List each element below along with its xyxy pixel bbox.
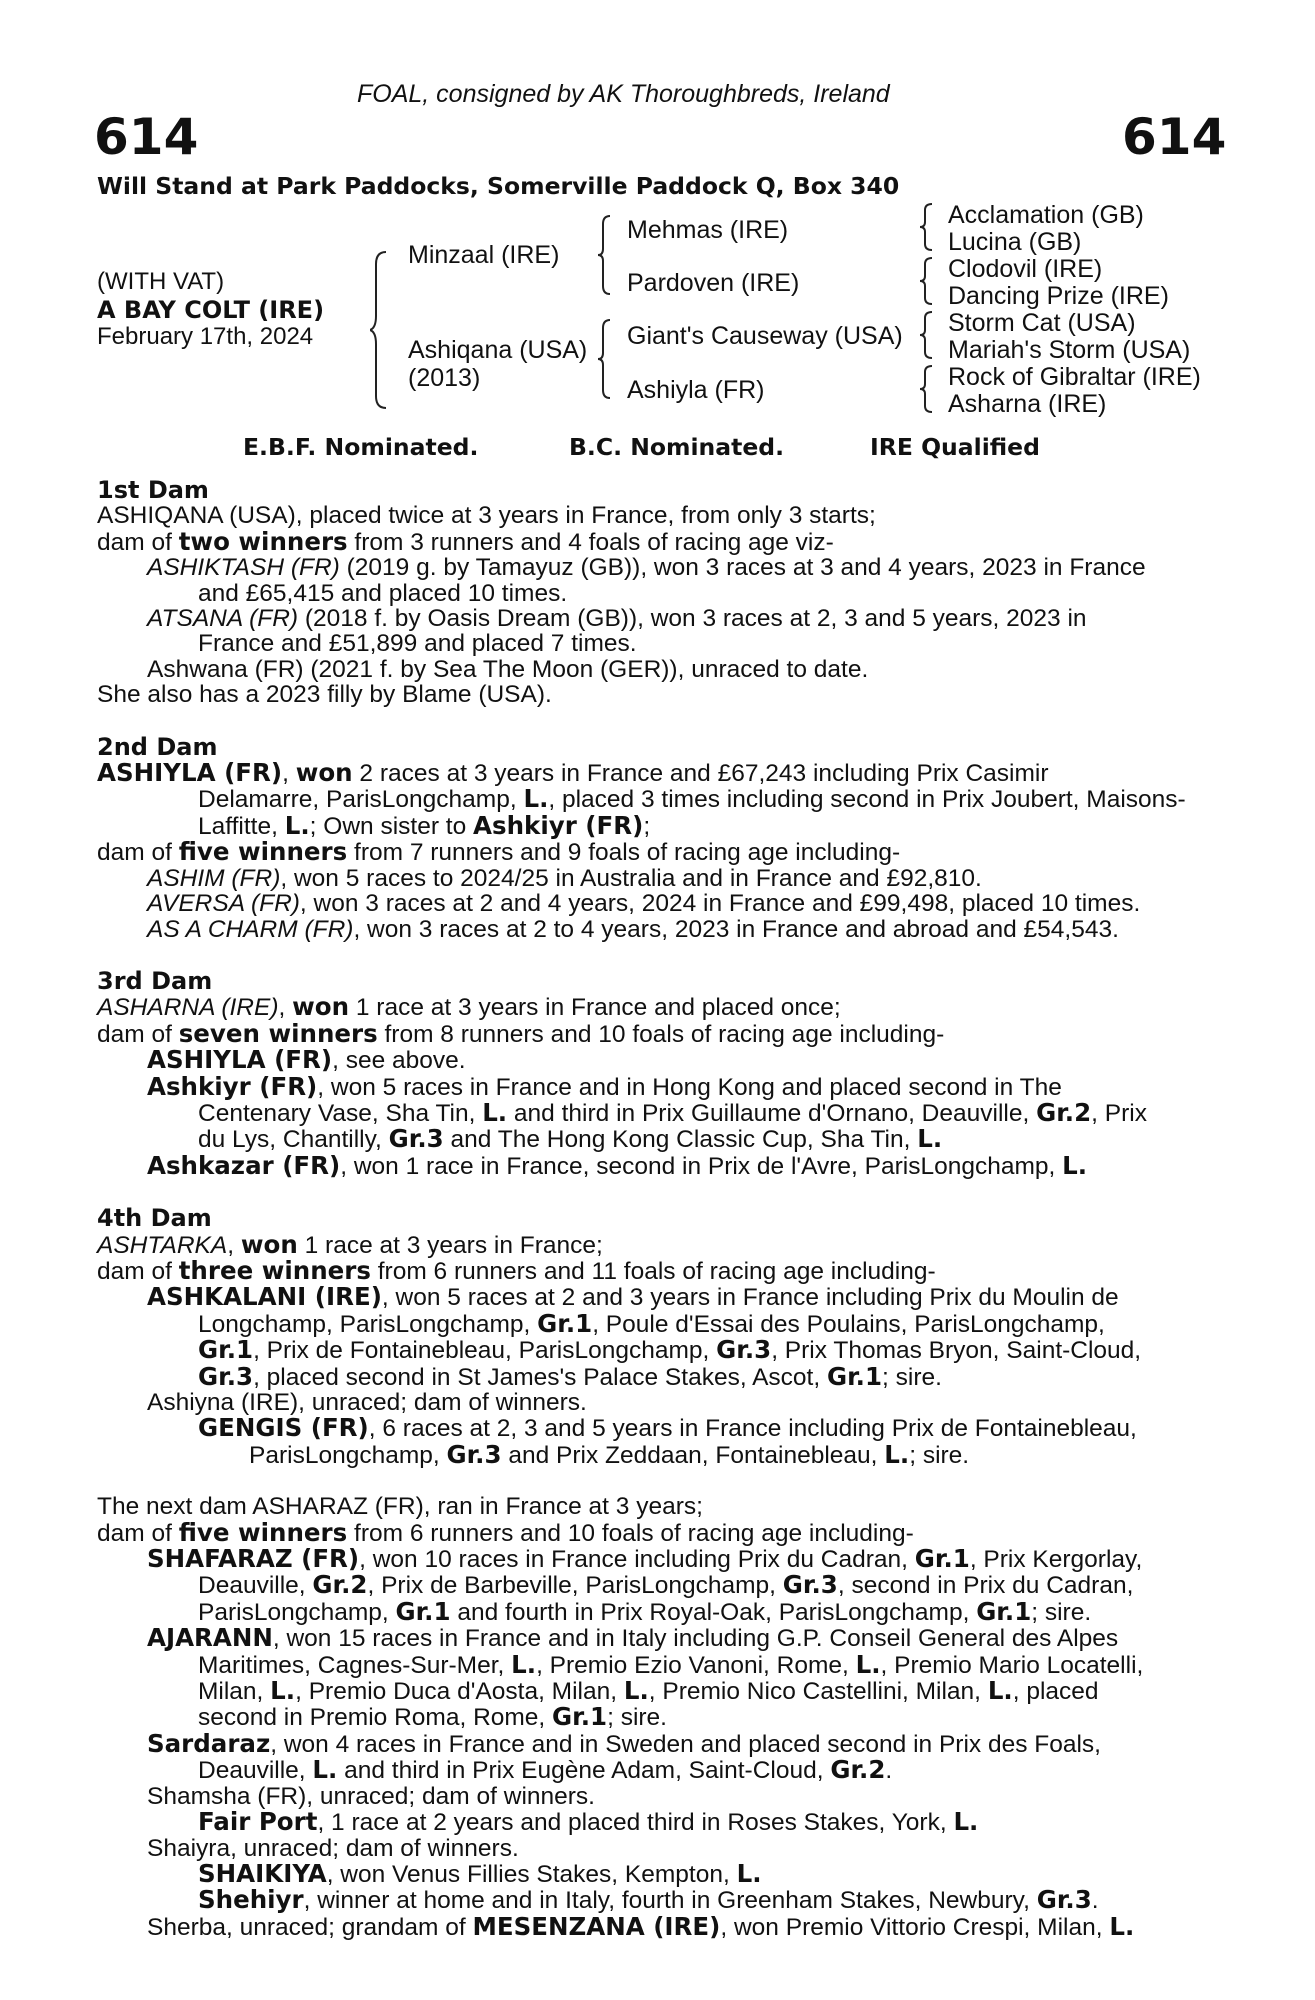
sire-dam: Pardoven (IRE): [627, 269, 800, 297]
progeny-line: Ashwana (FR) (2021 f. by Sea The Moon (GER)), unraced to date.: [147, 655, 869, 683]
dam-dam: Ashiyla (FR): [627, 376, 765, 404]
third-dam-section: [97, 966, 1205, 1180]
progeny-line-cont: Gr.1, Prix de Fontainebleau, ParisLongchamp, Gr.3, Prix Thomas Bryon, Saint-Cloud,: [198, 1335, 1142, 1365]
ggp-1: Acclamation (GB): [948, 201, 1144, 229]
section-title: 2nd Dam: [97, 732, 218, 761]
progeny-line-cont: ParisLongchamp, Gr.1 and fourth in Prix Royal-Oak, ParisLongchamp, Gr.1; sire.: [198, 1596, 1092, 1626]
fourth-dam-section: [97, 1206, 1205, 1468]
section-title: 3rd Dam: [97, 966, 213, 995]
progeny-line: AVERSA (FR), won 3 races at 2 and 4 years, 2024 in France and £99,498, placed 10 times.: [147, 890, 1141, 918]
sire-sire: Mehmas (IRE): [627, 216, 789, 244]
section-title: 1st Dam: [97, 476, 209, 504]
first-dam-section: [97, 478, 1205, 708]
progeny-line-cont: and £65,415 and placed 10 times.: [198, 579, 568, 607]
additional-note: She also has a 2023 filly by Blame (USA).: [97, 681, 552, 709]
dam-description: ASHIYLA (FR), won 2 races at 3 years in France and £67,243 including Prix Casimir: [97, 758, 1049, 788]
ire-qualified: IRE Qualified: [870, 433, 1040, 461]
progeny-line-cont: Maritimes, Cagnes-Sur-Mer, L., Premio Ezio Vanoni, Rome, L., Premio Mario Locatelli,: [198, 1649, 1144, 1679]
grand-progeny-line-cont: ParisLongchamp, Gr.3 and Prix Zeddaan, Fontainebleau, L.; sire.: [249, 1439, 970, 1469]
progeny-line-cont: Deauville, Gr.2, Prix de Barbeville, ParisLongchamp, Gr.3, second in Prix du Cadran,: [198, 1570, 1134, 1600]
ggp-6: Mariah's Storm (USA): [948, 336, 1191, 364]
vat-note: (WITH VAT): [97, 268, 225, 295]
lot-number-right: 614: [1122, 108, 1227, 166]
catalogue-body: [97, 478, 1205, 1967]
pedigree-brace-g2: [920, 256, 934, 306]
ggp-8: Asharna (IRE): [948, 390, 1107, 418]
grand-progeny-line: Shehiyr, winner at home and in Italy, fourth in Greenham Stakes, Newbury, Gr.3.: [198, 1885, 1099, 1915]
progeny-line-cont: Milan, L., Premio Duca d'Aosta, Milan, L., Premio Nico Castellini, Milan, L., placed: [198, 1676, 1099, 1706]
sire-name: Minzaal (IRE): [408, 241, 560, 269]
ggp-3: Clodovil (IRE): [948, 255, 1103, 283]
grand-progeny-line: GENGIS (FR), 6 races at 2, 3 and 5 years in France including Prix de Fontainebleau,: [198, 1413, 1137, 1443]
progeny-line-cont: du Lys, Chantilly, Gr.3 and The Hong Kong Classic Cup, Sha Tin, L.: [198, 1124, 943, 1154]
second-dam-section: [97, 732, 1205, 943]
dam-description: ASHIQANA (USA), placed twice at 3 years in France, from only 3 starts;: [97, 502, 876, 530]
progeny-line: Ashiyna (IRE), unraced; dam of winners.: [147, 1389, 587, 1416]
next-dam-section: [97, 1494, 1205, 1940]
produce-summary: dam of three winners from 6 runners and 11 foals of racing age including-: [97, 1255, 936, 1285]
dam-description-cont: Laffitte, L.; Own sister to Ashkiyr (FR);: [198, 810, 651, 840]
progeny-line-cont: Gr.3, placed second in St James's Palace Stakes, Ascot, Gr.1; sire.: [198, 1361, 942, 1391]
dam-year: (2013): [408, 364, 481, 392]
horse-name: A BAY COLT (IRE): [97, 296, 325, 324]
horse-dob: February 17th, 2024: [97, 323, 314, 350]
progeny-line-cont: second in Premio Roma, Rome, Gr.1; sire.: [198, 1702, 667, 1732]
dam-description: ASHTARKA, won 1 race at 3 years in France;: [97, 1229, 603, 1259]
dam-sire: Giant's Causeway (USA): [627, 322, 903, 350]
dam-description: The next dam ASHARAZ (FR), ran in France at 3 years;: [97, 1493, 703, 1521]
progeny-line: Shaiyra, unraced; dam of winners.: [147, 1834, 519, 1862]
grand-progeny-line: SHAIKIYA, won Venus Fillies Stakes, Kempton, L.: [198, 1858, 762, 1888]
progeny-line-cont: Centenary Vase, Sha Tin, L. and third in Prix Guillaume d'Ornano, Deauville, Gr.2, Prix: [198, 1097, 1147, 1127]
progeny-line: AS A CHARM (FR), won 3 races at 2 to 4 years, 2023 in France and abroad and £54,543.: [147, 915, 1119, 943]
progeny-line: Sardaraz, won 4 races in France and in Sweden and placed second in Prix des Foals,: [147, 1728, 1101, 1758]
lot-number-left: 614: [94, 108, 199, 166]
pedigree-brace-g4: [920, 364, 934, 414]
progeny-line: ASHIM (FR), won 5 races to 2024/25 in Australia and in France and £92,810.: [147, 864, 982, 892]
progeny-line: ASHIYLA (FR), see above.: [147, 1045, 466, 1075]
ggp-7: Rock of Gibraltar (IRE): [948, 363, 1201, 391]
produce-summary: dam of seven winners from 8 runners and 10 foals of racing age including-: [97, 1018, 945, 1048]
progeny-line-cont: France and £51,899 and placed 7 times.: [198, 630, 637, 658]
progeny-line: ASHIKTASH (FR) (2019 g. by Tamayuz (GB)), won 3 races at 3 and 4 years, 2023 in France: [147, 554, 1146, 582]
progeny-line-cont: Longchamp, ParisLongchamp, Gr.1, Poule d'Essai des Poulains, ParisLongchamp,: [198, 1308, 1105, 1338]
progeny-line-cont: Deauville, L. and third in Prix Eugène Adam, Saint-Cloud, Gr.2.: [198, 1755, 893, 1785]
ebf-nomination: E.B.F. Nominated.: [243, 433, 479, 461]
ggp-5: Storm Cat (USA): [948, 309, 1136, 337]
pedigree-brace-g3: [920, 310, 934, 360]
pedigree-brace-dam: [598, 318, 612, 400]
progeny-line: SHAFARAZ (FR), won 10 races in France including Prix du Cadran, Gr.1, Prix Kergorlay,: [147, 1544, 1143, 1574]
progeny-line: AJARANN, won 15 races in France and in Italy including G.P. Conseil General des Alpes: [147, 1623, 1119, 1653]
pedigree-brace-main: [370, 250, 390, 410]
pedigree-brace-g1: [920, 202, 934, 252]
ggp-4: Dancing Prize (IRE): [948, 282, 1169, 310]
produce-summary: dam of five winners from 7 runners and 9 foals of racing age including-: [97, 837, 901, 867]
ggp-2: Lucina (GB): [948, 228, 1082, 256]
dam-name: Ashiqana (USA): [408, 336, 588, 364]
progeny-line: Ashkazar (FR), won 1 race in France, second in Prix de l'Avre, ParisLongchamp, L.: [147, 1150, 1088, 1180]
stand-location: Will Stand at Park Paddocks, Somerville Paddock Q, Box 340: [97, 172, 900, 200]
progeny-line: ASHKALANI (IRE), won 5 races at 2 and 3 years in France including Prix du Moulin de: [147, 1282, 1119, 1312]
progeny-line: Ashkiyr (FR), won 5 races in France and in Hong Kong and placed second in The: [147, 1071, 1062, 1101]
dam-description-cont: Delamarre, ParisLongchamp, L., placed 3 times including second in Prix Joubert, Maisons-: [198, 784, 1186, 814]
produce-summary: dam of two winners from 3 runners and 4 foals of racing age viz-: [97, 526, 834, 556]
progeny-line: Shamsha (FR), unraced; dam of winners.: [147, 1782, 595, 1810]
section-title: 4th Dam: [97, 1204, 212, 1233]
grand-progeny-line: Fair Port, 1 race at 2 years and placed third in Roses Stakes, York, L.: [198, 1807, 979, 1837]
progeny-line: ATSANA (FR) (2018 f. by Oasis Dream (GB)), won 3 races at 2, 3 and 5 years, 2023 in: [147, 605, 1087, 633]
bc-nomination: B.C. Nominated.: [569, 433, 785, 461]
pedigree-brace-sire: [598, 214, 612, 296]
produce-summary: dam of five winners from 6 runners and 10 foals of racing age including-: [97, 1517, 914, 1547]
dam-description: ASHARNA (IRE), won 1 race at 3 years in France and placed once;: [97, 992, 841, 1022]
consignor-line: FOAL, consigned by AK Thoroughbreds, Ireland: [357, 80, 890, 108]
progeny-line: Sherba, unraced; grandam of MESENZANA (IRE), won Premio Vittorio Crespi, Milan, L.: [147, 1911, 1135, 1941]
